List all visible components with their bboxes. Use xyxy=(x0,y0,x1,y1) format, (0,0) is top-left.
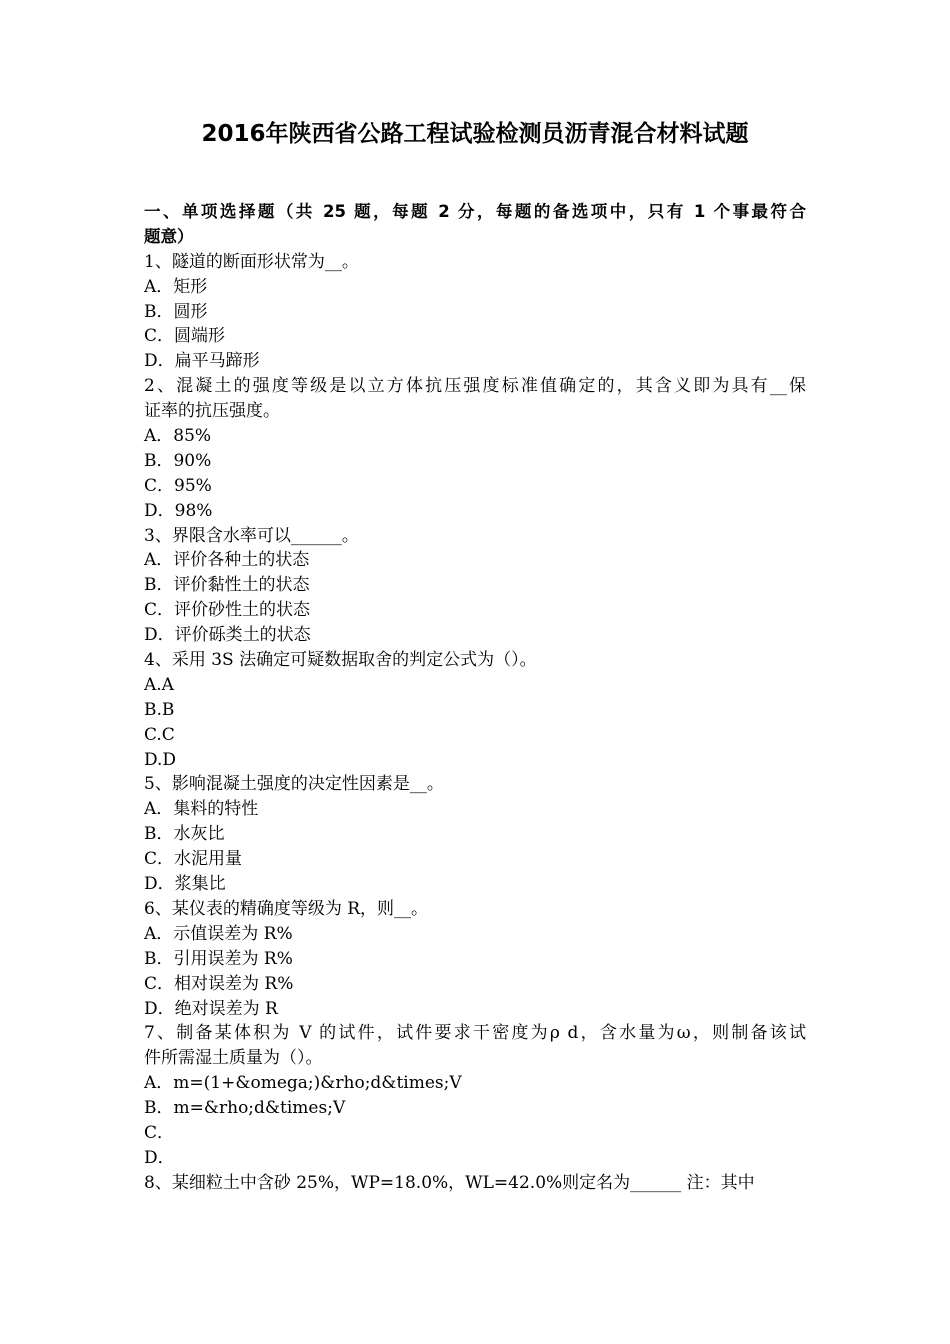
answer-option: A.A xyxy=(144,674,174,695)
answer-option: C．相对误差为 R% xyxy=(144,973,294,994)
answer-option: C．95% xyxy=(144,475,212,496)
answer-option: D.D xyxy=(144,749,177,770)
question-stem: 6、某仪表的精确度等级为 R，则__。 xyxy=(144,898,429,919)
question-item xyxy=(144,374,806,523)
answer-option: B．90% xyxy=(144,450,212,471)
answer-option: D．浆集比 xyxy=(144,874,226,895)
answer-option: A．示值误差为 R% xyxy=(144,923,293,944)
answer-option: C．圆端形 xyxy=(144,326,226,347)
question-item xyxy=(144,648,806,772)
answer-option: C． xyxy=(144,1122,175,1143)
question-item xyxy=(144,250,806,374)
answer-option: A．85% xyxy=(144,426,212,447)
section-header-line-2: 题意） xyxy=(144,226,194,246)
section-header xyxy=(144,200,806,250)
question-item xyxy=(144,1021,806,1170)
answer-option: C.C xyxy=(144,724,175,745)
question-item xyxy=(144,772,806,896)
answer-option: B．圆形 xyxy=(144,301,208,322)
answer-option: B.B xyxy=(144,699,175,720)
answer-option: D．98% xyxy=(144,500,213,521)
answer-option: A．矩形 xyxy=(144,276,208,297)
question-stem: 7、制备某体积为 V 的试件，试件要求干密度为ρ d，含水量为ω，则制备该试 xyxy=(144,1023,806,1044)
answer-option: B．引用误差为 R% xyxy=(144,948,293,969)
question-stem: 2、混凝土的强度等级是以立方体抗压强度标准值确定的，其含义即为具有__保 xyxy=(144,376,806,397)
question-stem: 3、界限含水率可以______。 xyxy=(144,525,359,546)
answer-option: B．水灰比 xyxy=(144,824,225,845)
answer-option: D． xyxy=(144,1147,175,1168)
answer-option: A．m=(1+&omega;)&rho;d&times;V xyxy=(144,1073,462,1094)
question-list xyxy=(144,250,806,1196)
document-body xyxy=(144,200,806,1196)
section-header-line-1: 一、单项选择题（共 25 题，每题 2 分，每题的备选项中，只有 1 个事最符合 xyxy=(144,202,806,221)
answer-option: D．评价砾类土的状态 xyxy=(144,625,311,646)
answer-option: C．评价砂性土的状态 xyxy=(144,600,311,621)
question-stem: 4、采用 3S 法确定可疑数据取舍的判定公式为（）。 xyxy=(144,650,537,671)
answer-option: D．绝对误差为 R xyxy=(144,998,278,1019)
question-stem: 件所需湿土质量为（）。 xyxy=(144,1048,323,1069)
question-item xyxy=(144,524,806,648)
question-stem: 5、影响混凝土强度的决定性因素是__。 xyxy=(144,774,444,795)
answer-option: C．水泥用量 xyxy=(144,849,243,870)
answer-option: A．评价各种土的状态 xyxy=(144,550,310,571)
answer-option: B．m=&rho;d&times;V xyxy=(144,1098,346,1119)
question-stem: 1、隧道的断面形状常为__。 xyxy=(144,251,359,272)
question-item xyxy=(144,1171,806,1196)
question-stem: 证率的抗压强度。 xyxy=(144,401,280,422)
answer-option: D．扁平马蹄形 xyxy=(144,351,260,372)
document-title: 2016年陕西省公路工程试验检测员沥青混合材料试题 xyxy=(201,121,749,147)
question-item xyxy=(144,897,806,1021)
answer-option: A．集料的特性 xyxy=(144,799,259,820)
answer-option: B．评价黏性土的状态 xyxy=(144,575,310,596)
question-stem: 8、某细粒土中含砂 25%，WP=18.0%，WL=42.0%则定名为______ 注：其中 xyxy=(144,1172,755,1193)
